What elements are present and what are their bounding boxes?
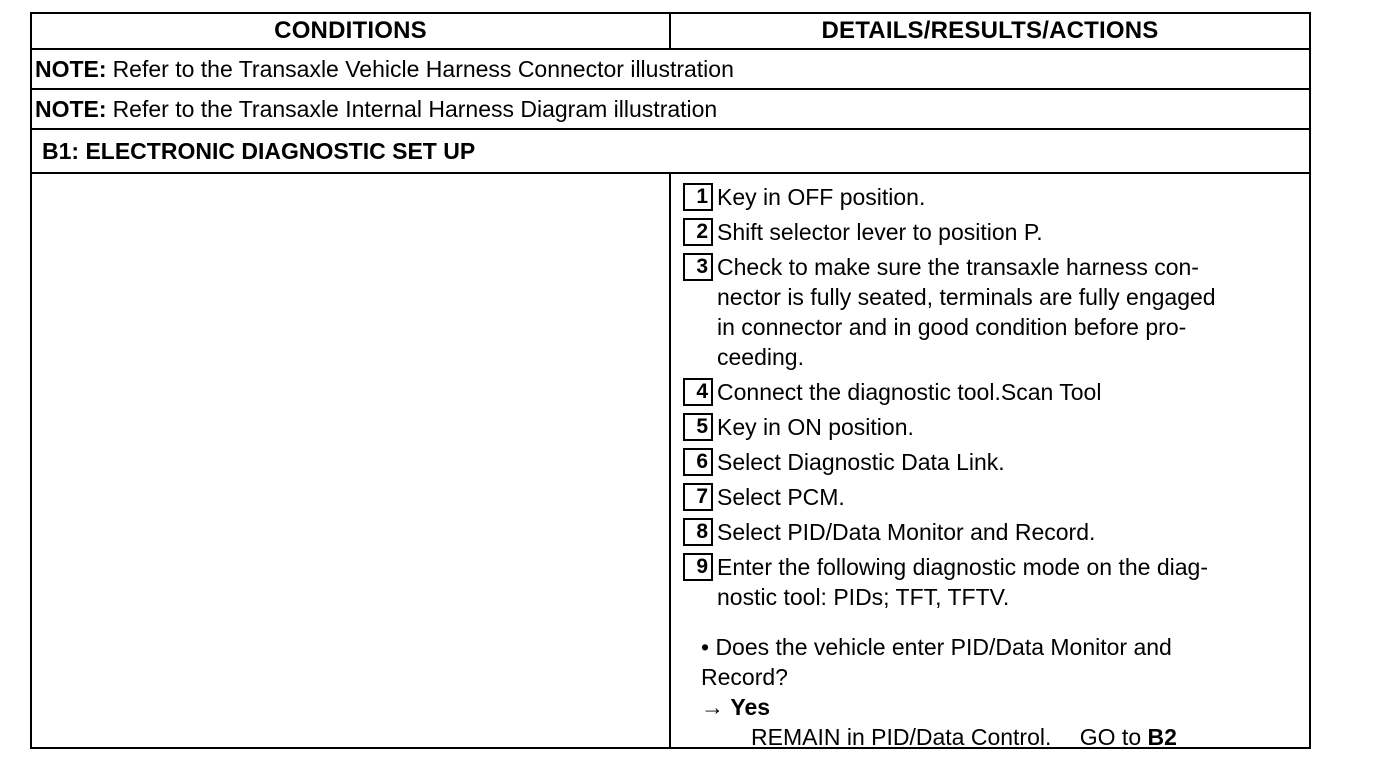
step-number-box: 9 [683,553,713,581]
goto-target: B2 [1147,724,1177,750]
action-text: REMAIN in PID/Data Control. [751,724,1052,750]
step-item [683,482,1303,512]
step-number-box: 8 [683,518,713,546]
conditions-header: CONDITIONS [32,14,671,48]
step-item [683,182,1303,212]
step-item [683,517,1303,547]
table-header [32,14,1309,50]
section-row [32,130,1309,174]
step-number-box: 1 [683,183,713,211]
step-text: Check to make sure the transaxle harness con- nector is fully seated, terminals are fully engaged in connector and in good condition before pro- ceeding. [717,254,1216,370]
diagnostic-question: • Does the vehicle enter PID/Data Monitor and Record? [701,634,1172,690]
details-cell [671,174,1309,750]
step-item [683,377,1303,407]
step-number-box: 7 [683,483,713,511]
step-text: Shift selector lever to position P. [717,219,1043,245]
step-item [683,217,1303,247]
answer-line [701,692,770,722]
step-text: Select PCM. [717,484,845,510]
goto-prefix: GO to [1079,724,1142,750]
step-item [683,412,1303,442]
details-header: DETAILS/RESULTS/ACTIONS [821,17,1159,44]
step-text: Select Diagnostic Data Link. [717,449,1005,475]
step-text: Key in ON position. [717,414,914,440]
note-text: Refer to the Transaxle Vehicle Harness Connector illustration [112,55,734,82]
note-label: NOTE: [35,55,107,82]
step-item [683,447,1303,477]
step-number-box: 6 [683,448,713,476]
step-text: Select PID/Data Monitor and Record. [717,519,1096,545]
section-title: B1: ELECTRONIC DIAGNOSTIC SET UP [42,137,476,164]
step-number-box: 4 [683,378,713,406]
note-label: NOTE: [35,95,107,122]
conditions-cell [32,174,671,747]
note-row [32,50,1309,90]
step-item [683,252,1303,372]
note-text: Refer to the Transaxle Internal Harness Diagram illustration [112,95,718,122]
arrow-icon: → [701,694,724,720]
step-text: Key in OFF position. [717,184,926,210]
answer-yes: Yes [730,694,771,720]
step-list [683,182,1303,617]
step-text: Connect the diagnostic tool.Scan Tool [717,379,1102,405]
step-number-box: 2 [683,218,713,246]
step-text: Enter the following diagnostic mode on the diag- nostic tool: PIDs; TFT, TFTV. [717,554,1208,610]
step-item [683,552,1303,612]
step-number-box: 5 [683,413,713,441]
step-number-box: 3 [683,253,713,281]
action-line [751,722,1177,752]
note-row [32,90,1309,130]
diagnostic-table [30,12,1311,749]
